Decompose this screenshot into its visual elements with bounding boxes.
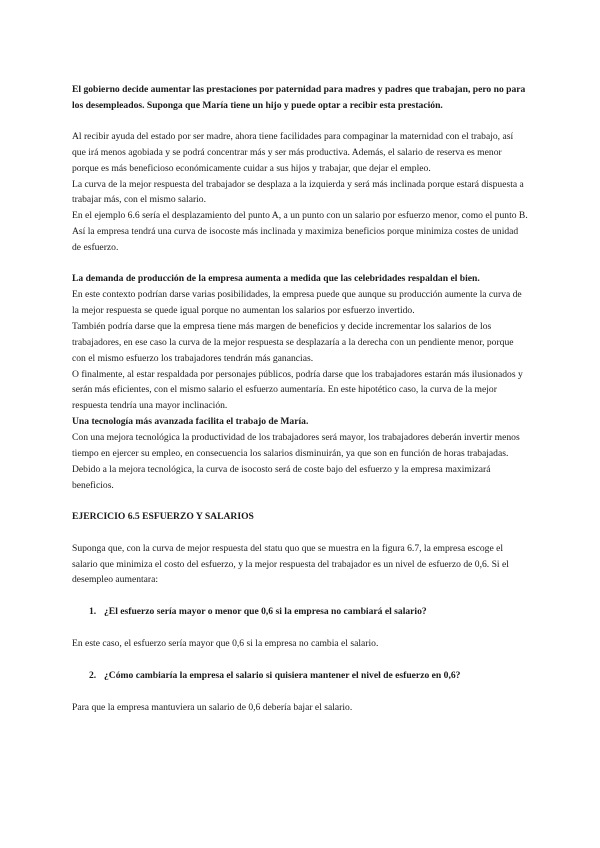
document-page [72, 82, 528, 716]
section1-paragraph: En el ejemplo 6.6 sería el desplazamiento del punto A, a un punto con un salario por esfuerzo menor, como el punto B. [72, 210, 528, 222]
section3-paragraph: Con una mejora tecnológica la productividad de los trabajadores será mayor, los trabajadores deberán invertir menos tiempo en ejercer su empleo, en consecuencia los salarios disminuirán, ya que son en función de horas trabajadas. Debido a la mejora tecnológica, la curva de isocosto será de coste bajo del esfuerzo y la empresa maximizará beneficios. [72, 432, 520, 491]
question-2 [72, 668, 528, 684]
section2-paragraph: O finalmente, al estar respaldada por personajes públicos, podría darse que los trabajadores estarán más ilusionados y serán más eficientes, con el mismo salario el esfuerzo aumentaría. En este hipotético caso, la curva de la mejor respuesta tendría una mayor inclinación. [72, 368, 523, 412]
section2-paragraph: En este contexto podrían darse varias posibilidades, la empresa puede que aunque su producción aumente la curva de la mejor respuesta se quede igual porque no aumentan los salarios por esfuerzo invertido. [72, 288, 522, 316]
section1-body [72, 129, 528, 256]
question-1-text: ¿El esfuerzo sería mayor o menor que 0,6 si la empresa no cambiará el salario? [104, 606, 427, 618]
section2 [72, 271, 528, 494]
section2-heading: La demanda de producción de la empresa aumenta a medida que las celebridades respaldan el bien. [72, 273, 480, 285]
section1-paragraph: Al recibir ayuda del estado por ser madre, ahora tiene facilidades para compaginar la maternidad con el trabajo, así que irá menos agobiada y se podrá concentrar más y ser más productiva. Además, el salario de reserva es menor porque es más beneficioso económicamente cuidar a sus hijos y trabajar, que dejar el empleo. [72, 130, 514, 174]
answer-2: Para que la empresa mantuviera un salario de 0,6 debería bajar el salario. [72, 702, 353, 714]
question-1 [72, 604, 528, 620]
question-2-text: ¿Cómo cambiaría la empresa el salario si quisiera mantener el nivel de esfuerzo en 0,6? [104, 670, 461, 682]
section1-heading: El gobierno decide aumentar las prestaciones por paternidad para madres y padres que trabajan, pero no para los desempleados. Suponga que María tiene un hijo y puede optar a recibir esta prestación. [72, 84, 526, 111]
section1-paragraph: Así la empresa tendrá una curva de isocoste más inclinada y maximiza beneficios porque minimiza costes de unidad de esfuerzo. [72, 226, 519, 254]
section3-heading: Una tecnología más avanzada facilita el trabajo de María. [72, 416, 309, 428]
section1-paragraph: La curva de la mejor respuesta del trabajador se desplaza a la izquierda y será más inclinada porque estará dispuesta a trabajar más, con el mismo salario. [72, 178, 524, 206]
question-2-number: 2. [89, 670, 97, 682]
answer-1: En este caso, el esfuerzo sería mayor que 0,6 si la empresa no cambia el salario. [72, 638, 379, 650]
exercise-title: EJERCICIO 6.5 ESFUERZO Y SALARIOS [72, 510, 254, 522]
section2-paragraph: También podría darse que la empresa tiene más margen de beneficios y decide incrementar los salarios de los trabajadores, en ese caso la curva de la mejor respuesta se desplazaría a la derecha con un pendiente menor, porque con el mismo esfuerzo los trabajadores tendrán más ganancias. [72, 320, 514, 364]
question-1-number: 1. [89, 606, 97, 618]
exercise-intro: Suponga que, con la curva de mejor respuesta del statu quo que se muestra en la figura 6.7, la empresa escoge el salario que minimiza el costo del esfuerzo, y la mejor respuesta del trabajador es un nivel de esfuerzo de 0,6. Si el desempleo aumentara: [72, 542, 509, 586]
